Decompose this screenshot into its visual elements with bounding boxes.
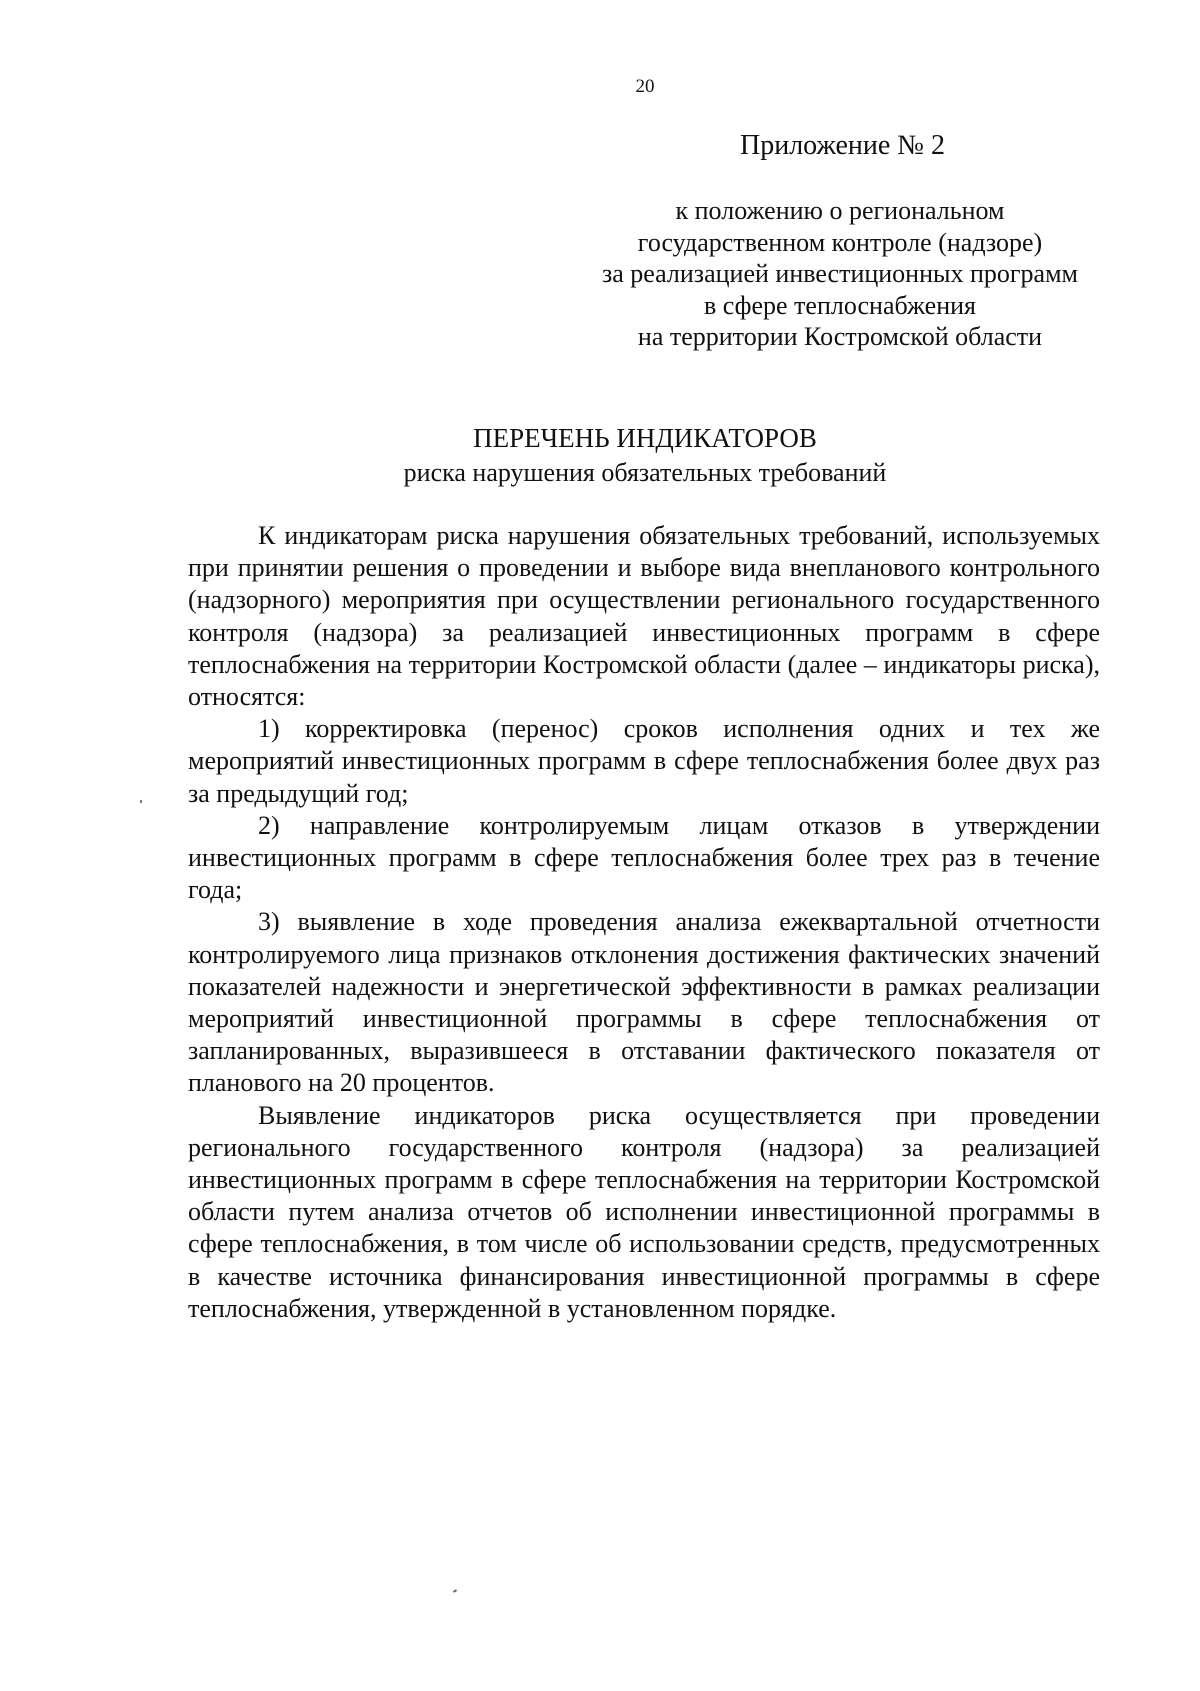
body-paragraph-item-1: 1) корректировка (перенос) сроков исполнения одних и тех же мероприятий инвестиционных программ в сфере теплоснабжения более двух раз за предыдущий год; bbox=[188, 714, 1100, 808]
annex-title: Приложение № 2 bbox=[740, 130, 945, 161]
annex-reference-line: на территории Костромской области bbox=[637, 322, 1043, 351]
annex-reference-line: к положению о региональном bbox=[675, 196, 1005, 225]
body-paragraph-item-2: 2) направление контролируемым лицам отказов в утверждении инвестиционных программ в сфере теплоснабжения более трех раз в течение года; bbox=[188, 810, 1100, 905]
scan-speck bbox=[140, 800, 142, 803]
annex-reference-line: в сфере теплоснабжения bbox=[703, 290, 977, 320]
scan-speck bbox=[453, 1589, 457, 1593]
annex-reference-line: за реализацией инвестиционных программ bbox=[601, 259, 1079, 288]
document-subtitle: риска нарушения обязательных требований bbox=[403, 458, 887, 487]
annex-reference bbox=[560, 195, 1120, 353]
page-number: 20 bbox=[635, 76, 655, 97]
body-paragraph-conclusion: Выявление индикаторов риска осуществляется при проведении регионального государственного контроля (надзора) за реализацией инвестиционных программ в сфере теплоснабжения на территории Костромской области путем анализа отчетов об исполнении инвестиционной программы в сфере теплоснабжения, в том числе об использовании средств, предусмотренных в качестве источника финансирования инвестиционной программы в сфере теплоснабжения, утвержденной в установленном порядке. bbox=[188, 1100, 1100, 1323]
body-paragraph-item-3: 3) выявление в ходе проведения анализа ежеквартальной отчетности контролируемого лица признаков отклонения достижения фактических значений показателей надежности и энергетической эффективности в рамках реализации мероприятий инвестиционной программы в сфере теплоснабжения от запланированных, выразившееся в отставании фактического показателя от планового на 20 процентов. bbox=[188, 907, 1100, 1098]
annex-reference-line: государственном контроле (надзоре) bbox=[637, 227, 1043, 257]
document-title: ПЕРЕЧЕНЬ ИНДИКАТОРОВ bbox=[473, 423, 817, 453]
body-paragraph-intro: К индикаторам риска нарушения обязательных требований, используемых при принятии решения о проведении и выборе вида внепланового контрольного (надзорного) мероприятия при осуществлении регионального государственного контроля (надзора) за реализацией инвестиционных программ в сфере теплоснабжения на территории Костромской области (далее – индикаторы риска), относятся: bbox=[188, 521, 1100, 712]
document-body bbox=[188, 520, 1100, 1325]
